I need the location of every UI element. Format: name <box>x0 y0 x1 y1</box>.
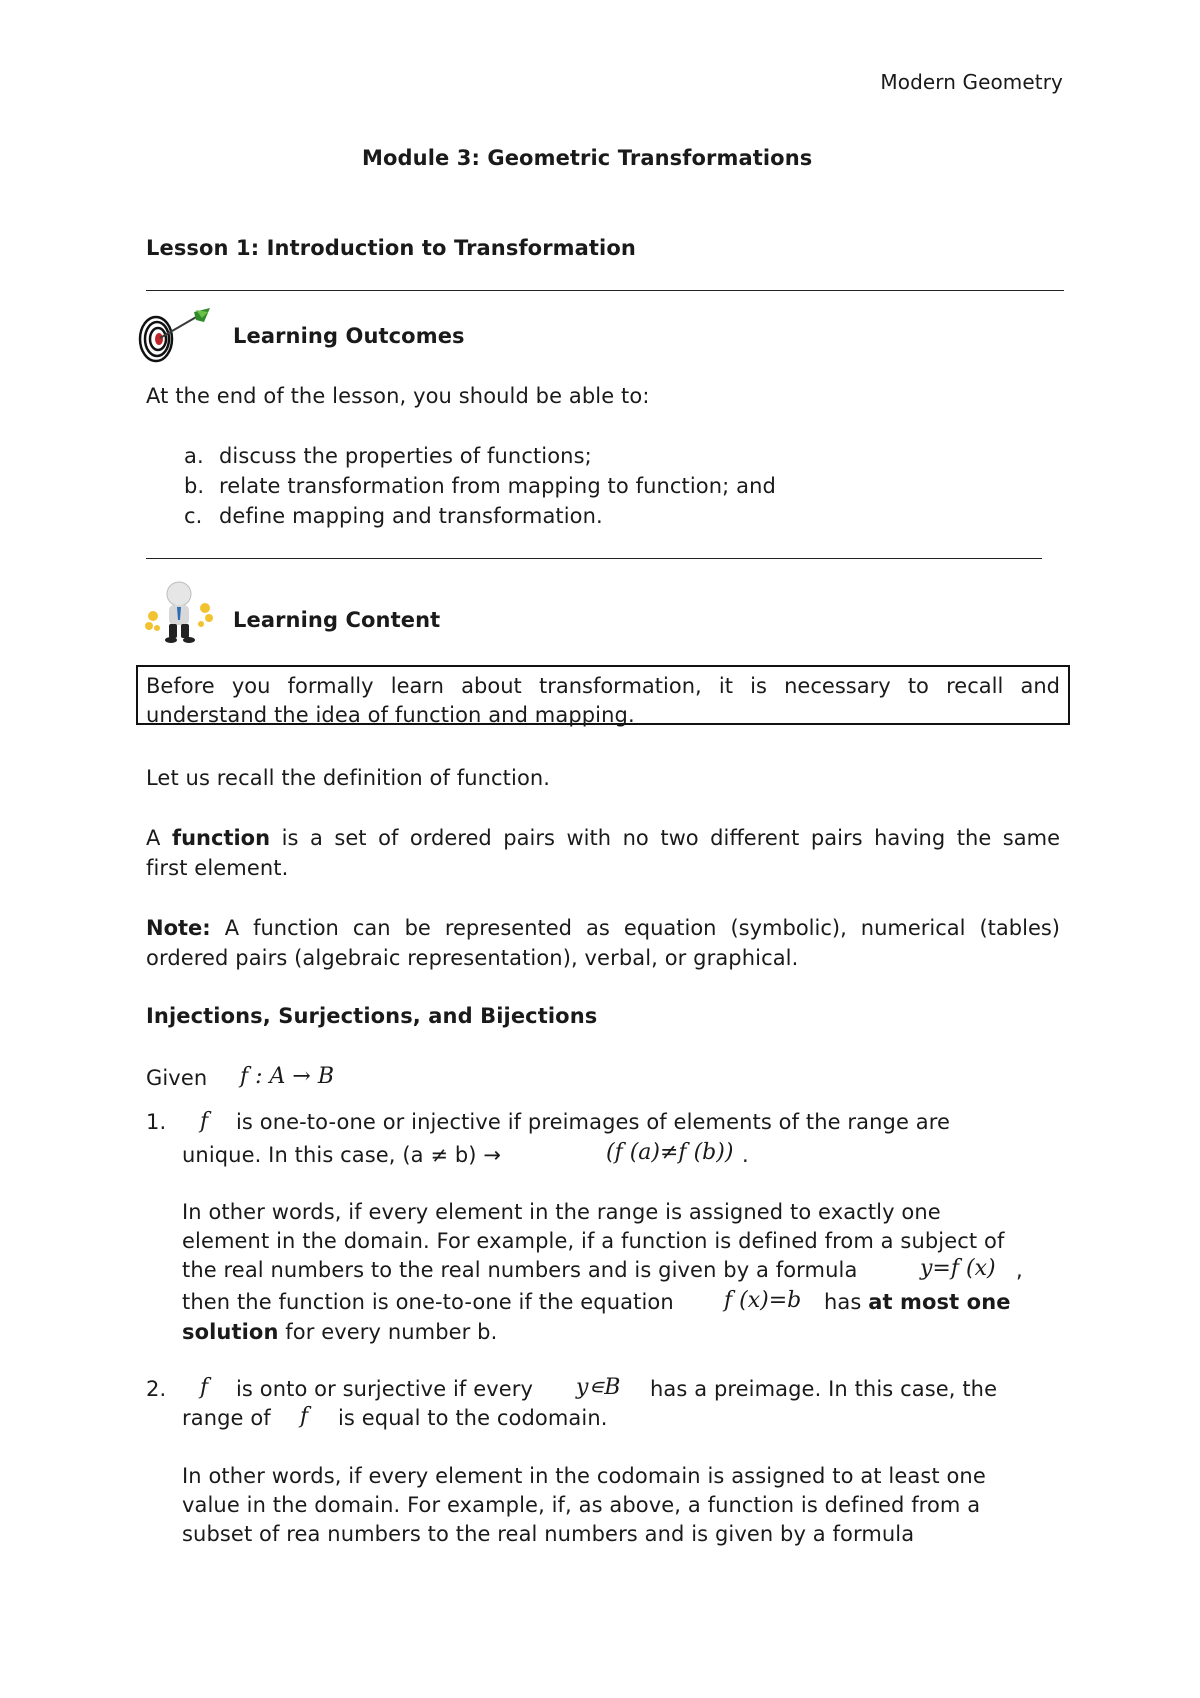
note-label: Note: <box>146 916 211 940</box>
definition-line <box>146 826 1060 850</box>
item-math: f <box>200 1109 209 1134</box>
definition-line: first element. <box>146 856 289 880</box>
item-paragraph: , <box>1016 1258 1023 1282</box>
item-text: range of <box>182 1406 271 1430</box>
item-paragraph: element in the domain. For example, if a function is defined from a subject of <box>182 1229 1005 1253</box>
item-text: is one-to-one or injective if preimages of elements of the range are <box>236 1110 951 1134</box>
outcome-item: discuss the properties of functions; <box>219 444 592 468</box>
item-bold: at most one <box>868 1290 1011 1314</box>
definition-term: function <box>171 826 271 850</box>
outcomes-intro: At the end of the lesson, you should be able to: <box>146 384 650 408</box>
item-text: is equal to the codomain. <box>338 1406 608 1430</box>
intro-box-line: Before you formally learn about transformation, it is necessary to recall and <box>146 674 1060 698</box>
module-title: Module 3: Geometric Transformations <box>362 146 813 170</box>
section-heading: Injections, Surjections, and Bijections <box>146 1004 598 1028</box>
item-paragraph: value in the domain. For example, if, as above, a function is defined from a <box>182 1493 981 1517</box>
divider-top <box>146 290 1064 291</box>
item-paragraph: then the function is one-to-one if the equation <box>182 1290 674 1314</box>
note-line: ordered pairs (algebraic representation), verbal, or graphical. <box>146 946 799 970</box>
item-paragraph: subset of rea numbers to the real numbers and is given by a formula <box>182 1522 915 1546</box>
item-math: y∊B <box>576 1375 621 1400</box>
outcome-item: relate transformation from mapping to function; and <box>219 474 776 498</box>
item-paragraph <box>182 1320 497 1344</box>
item-number: 1. <box>146 1110 167 1134</box>
item-math: f (x)=b <box>724 1288 802 1313</box>
intro-box-line: understand the idea of function and mapping. <box>146 703 635 727</box>
item-paragraph: the real numbers to the real numbers and is given by a formula <box>182 1258 858 1282</box>
dart-target-icon <box>138 306 212 364</box>
item-paragraph: In other words, if every element in the codomain is assigned to at least one <box>182 1464 986 1488</box>
learning-content-heading: Learning Content <box>233 608 441 632</box>
outcome-marker: b. <box>184 474 205 498</box>
item-math: (f (a)≠f (b)) <box>606 1140 734 1165</box>
outcome-marker: a. <box>184 444 204 468</box>
divider-middle <box>146 558 1042 559</box>
item-text: has <box>824 1290 862 1314</box>
note-text: A function can be represented as equation (symbolic), numerical (tables) <box>210 916 1060 940</box>
given-label: Given <box>146 1066 208 1090</box>
outcome-item: define mapping and transformation. <box>219 504 603 528</box>
given-math: f : A → B <box>240 1064 335 1089</box>
item-math: y=f (x) <box>920 1256 996 1281</box>
running-header: Modern Geometry <box>880 70 1063 94</box>
item-text: . <box>742 1143 749 1167</box>
lesson-title: Lesson 1: Introduction to Transformation <box>146 236 636 260</box>
learning-outcomes-heading: Learning Outcomes <box>233 324 465 348</box>
note-line <box>146 916 1060 940</box>
item-paragraph: In other words, if every element in the range is assigned to exactly one <box>182 1200 941 1224</box>
item-text: unique. In this case, (a ≠ b) → <box>182 1143 502 1167</box>
definition-prefix: A <box>146 826 172 850</box>
item-math: f <box>200 1375 209 1400</box>
item-paragraph <box>824 1290 1011 1314</box>
recall-sentence: Let us recall the definition of function. <box>146 766 551 790</box>
item-text: is onto or surjective if every <box>236 1377 534 1401</box>
item-text: has a preimage. In this case, the <box>650 1377 998 1401</box>
thinking-person-icon <box>143 578 215 644</box>
item-math: f <box>300 1404 309 1429</box>
outcome-marker: c. <box>184 504 203 528</box>
item-number: 2. <box>146 1377 167 1401</box>
item-bold: solution <box>182 1320 279 1344</box>
item-text: for every number b. <box>278 1320 498 1344</box>
definition-text: is a set of ordered pairs with no two different pairs having the same <box>270 826 1060 850</box>
